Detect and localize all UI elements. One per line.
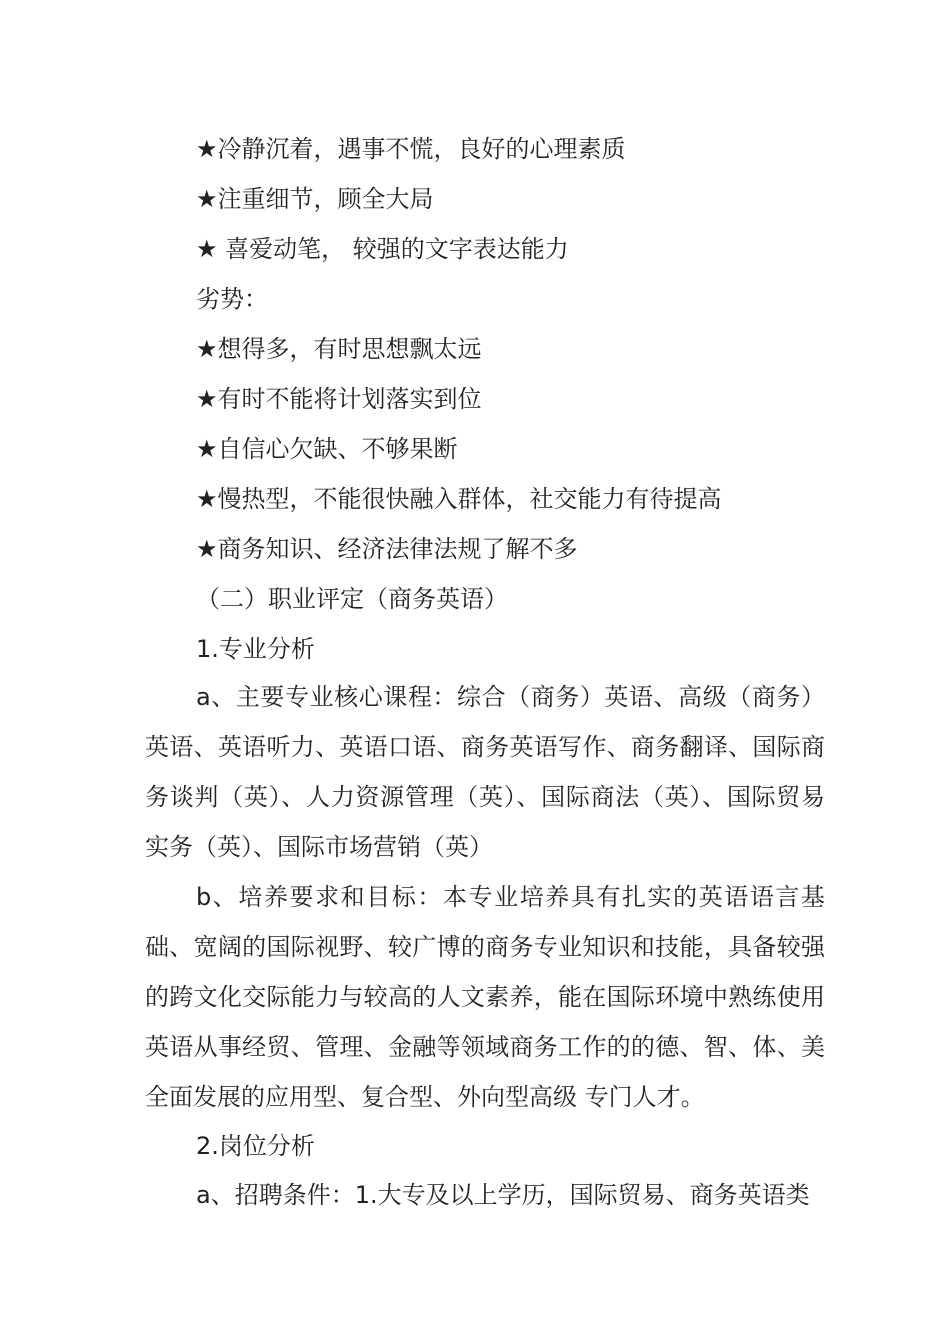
weakness-item: ★有时不能将计划落实到位 [196, 385, 482, 413]
strength-item: ★冷静沉着，遇事不慌，良好的心理素质 [196, 135, 626, 163]
training-goals-paragraph: b、培养要求和目标：本专业培养具有扎实的英语语言基础、宽阔的国际视野、较广博的商务专业知识和技能，具备较强的跨文化交际能力与较高的人文素养，能在国际环境中熟练使用英语从事经贸、管理、金融等领域商务工作的的德、智、体、美全面发展的应用型、复合型、外向型高级 专门人才。 [145, 883, 825, 1111]
weakness-heading: 劣势： [196, 285, 268, 313]
position-analysis-heading: 2.岗位分析 [196, 1132, 315, 1160]
strength-item: ★ 喜爱动笔， 较强的文字表达能力 [196, 235, 569, 263]
weakness-item: ★慢热型，不能很快融入群体，社交能力有待提高 [196, 485, 722, 513]
major-courses-paragraph: a、主要专业核心课程：综合（商务）英语、高级（商务）英语、英语听力、英语口语、商务英语写作、商务翻译、国际商务谈判（英）、人力资源管理（英）、国际商法（英）、国际贸易实务（英）、国际市场营销（英） [145, 683, 825, 861]
weakness-item: ★商务知识、经济法律法规了解不多 [196, 535, 578, 563]
strength-item: ★注重细节，顾全大局 [196, 185, 434, 213]
weakness-item: ★自信心欠缺、不够果断 [196, 435, 458, 463]
weakness-item: ★想得多，有时思想飘太远 [196, 335, 482, 363]
recruitment-paragraph: a、招聘条件：1.大专及以上学历，国际贸易、商务英语类 [196, 1181, 810, 1209]
section-heading: （二）职业评定（商务英语） [196, 585, 508, 613]
major-analysis-heading: 1.专业分析 [196, 635, 315, 663]
